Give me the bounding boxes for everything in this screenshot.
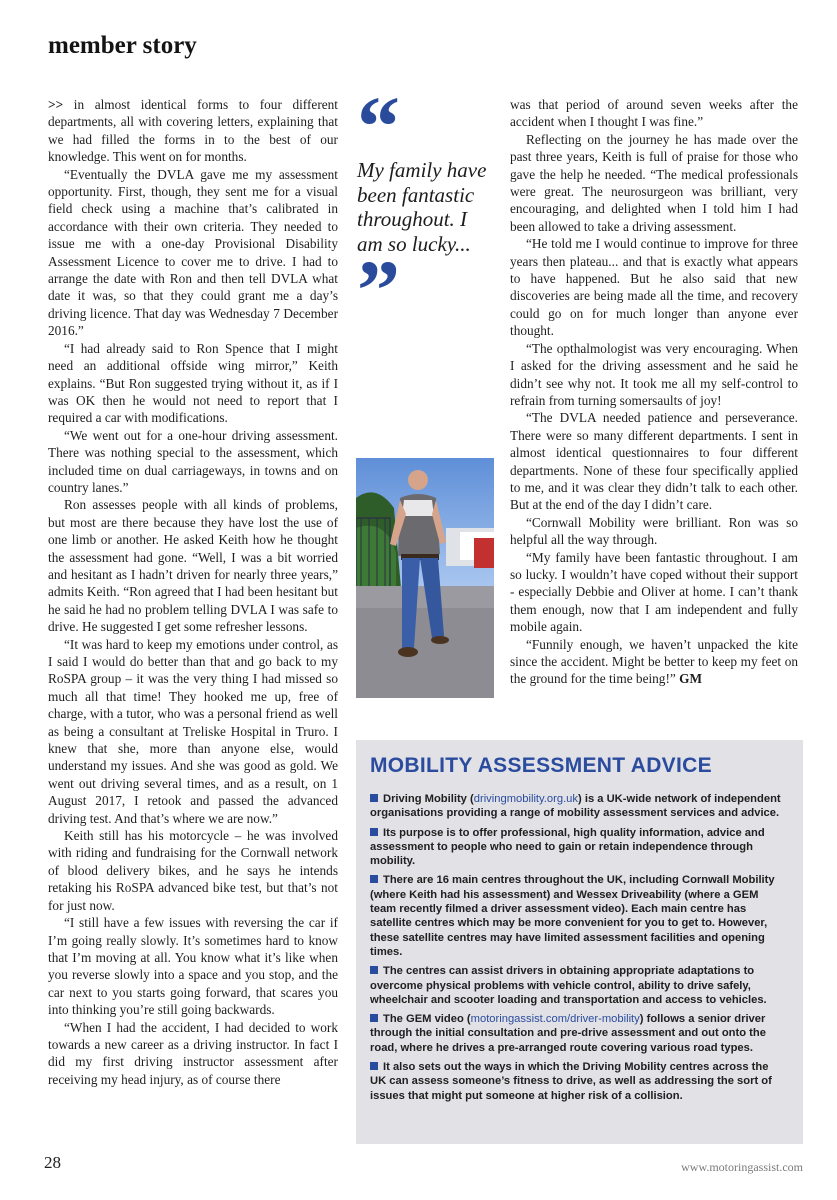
square-bullet-icon: [370, 828, 378, 836]
square-bullet-icon: [370, 875, 378, 883]
website-footer[interactable]: www.motoringassist.com: [681, 1160, 803, 1174]
article-paragraph: was that period of around seven weeks after the accident when I thought I was fine.”: [510, 97, 798, 130]
advice-item: Driving Mobility (drivingmobility.org.uk) is a UK-wide network of independent organisations providing a range of mobility assessment services and advice.: [370, 793, 781, 820]
photo-illustration: [356, 458, 494, 698]
keith-photo: [356, 458, 494, 698]
article-paragraph: “It was hard to keep my emotions under control, as I said I would do better than that and go back to my RoSPA group – it was the very thing I had missed so much all that time! They hooked me up, free of charge, with a tutor, who was a personal friend as well as being a consultant at Treliske Hospital in Truro. I knew that she, more than anyone else, would understand my issues. And she was good as gold. We went out driving several times, and as a result, on 1 August 2017, I retook and passed the advanced driving test. And that’s where we are now.”: [48, 636, 338, 826]
article-paragraph: “Eventually the DVLA gave me my assessment opportunity. First, though, they sent me for a visual field check using a machine that’s calibrated in accordance with their own criteria. They needed to issue me with a one-day Provisional Disability Assessment Licence to cover me to drive. I had to arrange the date with Ron and then tell DVLA what date it was, so that they could grant me a day’s driving licence. That day was Wednesday 7 December 2016.”: [48, 166, 338, 339]
mobility-advice-box: [356, 740, 803, 1144]
article-paragraph: “I still have a few issues with reversing the car if I’m going really slowly. It’s sometimes hard to know that I’m moving at all. You know what it’s like when you reverse slowly into a space and you stop, and the car next to you starts going forward, that scares you into thinking you’re still going backwards.: [48, 915, 338, 1018]
advice-item: It also sets out the ways in which the Driving Mobility centres across the UK can assess someone’s fitness to drive, as well as addressing the sort of issues that might put someone at higher risk of a collision.: [370, 1061, 772, 1102]
pull-quote-text: My family have been fantastic throughout. I am so lucky...: [357, 158, 487, 256]
article-paragraph: “The DVLA needed patience and perseverance. There were so many different departments. I sent in almost identical questionnaires to four different departments. None of these four specifically applied to me, and it was clear they didn’t talk to each other. But at the end of the day I didn’t care.: [510, 410, 798, 513]
article-paragraph: “We went out for a one-hour driving assessment. There was nothing special to the assessment, which included time on dual carriageways, in towns and on country lanes.”: [48, 427, 338, 495]
advice-item: The centres can assist drivers in obtaining appropriate adaptations to overcome physical problems with vehicle control, ability to drive safely, wheelchair and scooter loading and transportation and access to vehicles.: [370, 965, 767, 1006]
article-paragraph: “I had already said to Ron Spence that I might need an additional offside wing mirror,” Keith explains. “But Ron suggested trying without it, as if I was OK then he would not need to report that I required a car with modifications.: [48, 340, 338, 426]
open-quote-mark: “: [357, 78, 400, 174]
square-bullet-icon: [370, 794, 378, 802]
article-paragraph: Ron assesses people with all kinds of problems, but most are there because they have lost the use of one limb or another. He asked Keith how he thought the assessment had gone. “Well, I was a bit worried and hesitant as I hadn’t driven for nearly three years,” admits Keith. “Ron agreed that I had been hesitant but he said he had no problem telling DVLA I was safe to drive. He suggested I get some refresher lessons.: [48, 497, 338, 635]
article-paragraph: “Cornwall Mobility were brilliant. Ron was so helpful all the way through.: [510, 514, 798, 548]
article-paragraph: “The opthalmologist was very encouraging. When I asked for the driving assessment and he said he didn’t see why not. It took me all my self-control to refrain from turning somersaults of joy!: [510, 340, 798, 408]
advice-title: MOBILITY ASSESSMENT ADVICE: [370, 754, 712, 777]
page-number: 28: [44, 1153, 61, 1172]
article-paragraph: “He told me I would continue to improve for three years then plateau... and that is exactly what appears to have happened. But he also said that new discoveries are being made all the time, and recovery could go on for much longer than anyone ever thought.: [510, 236, 798, 339]
article-left-column: [48, 96, 338, 1088]
advice-item: There are 16 main centres throughout the UK, including Cornwall Mobility (where Keith had his assessment) and Wessex Driveability (where a GEM team recently filmed a driver assessment video). Each main centre has satellite centres which may be more convenient for you to get to. However, these satellite centres may have limited assessment facilities and opening times.: [370, 874, 775, 958]
article-paragraph: “Funnily enough, we haven’t unpacked the kite since the accident. Might be better to keep my feet on the ground for the time being!” GM: [510, 636, 798, 687]
article-paragraph: Reflecting on the journey he has made over the past three years, Keith is full of praise for those who gave the help he needed. “The medical professionals were great. The neurosurgeon was brilliant, very encouraging, and delighted when I told him I had been allowed to take a driving assessment.: [510, 131, 798, 234]
advice-item: Its purpose is to offer professional, high quality information, advice and assessment to people who need to gain or retain independence through mobility.: [370, 826, 765, 868]
driving-mobility-link[interactable]: drivingmobility.org.uk: [473, 793, 578, 805]
advice-item: The GEM video (motoringassist.com/driver-mobility) follows a senior driver through the initial consultation and pre-drive assessment and out onto the road, where he drives a pre-arranged route covering various road types.: [370, 1013, 766, 1054]
section-title: member story: [48, 32, 197, 59]
square-bullet-icon: [370, 1062, 378, 1070]
continuation-marker: >>: [48, 97, 64, 112]
close-quote-mark: ”: [357, 242, 400, 338]
article-paragraph: “My family have been fantastic throughout. I am so lucky. I wouldn’t have coped without their support - especially Debbie and Oliver at home. I can’t thank them enough, now that I am independent and fully mobile again.: [510, 549, 798, 635]
article-paragraph: >> in almost identical forms to four different departments, all with covering letters, explaining that we had filled the forms in to the best of our knowledge. This went on for months.: [48, 97, 339, 165]
square-bullet-icon: [370, 1014, 378, 1022]
article-paragraph: “When I had the accident, I had decided to work towards a new career as a driving instructor. In fact I did my first driving instructor assessment after receiving my head injury, as of course there: [48, 1019, 338, 1087]
article-right-column: [510, 96, 798, 688]
author-signature: GM: [679, 671, 703, 687]
pull-quote: [357, 78, 497, 338]
gem-video-link[interactable]: motoringassist.com/driver-mobility: [470, 1013, 640, 1026]
square-bullet-icon: [370, 966, 378, 974]
article-paragraph: Keith still has his motorcycle – he was involved with riding and fundraising for the Cornwall network of blood delivery bikes, and he says he intends retaking his RoSPA advanced bike test, but that’s not for just now.: [48, 828, 338, 913]
